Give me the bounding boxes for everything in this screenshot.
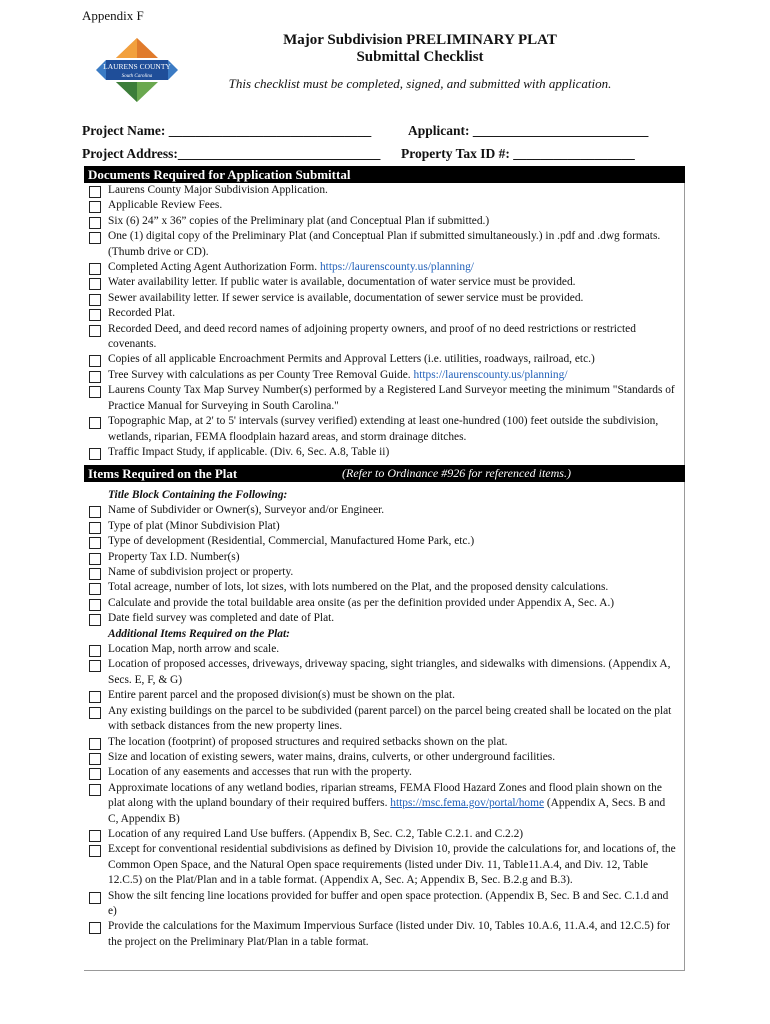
- item-text: Location Map, north arrow and scale.: [108, 643, 280, 656]
- checkbox[interactable]: [89, 537, 101, 549]
- checkbox[interactable]: [89, 614, 101, 626]
- item-text: Approximate locations of any wetland bodies, riparian streams, FEMA Flood Hazard Zones and flood plain shown on the plat along with the upland boundary of their required buffers.: [108, 781, 662, 810]
- document-item: [88, 352, 678, 367]
- item-text: Traffic Impact Study, if applicable. (Div. 6, Sec. A.8, Table ii): [108, 445, 390, 458]
- plat-items-list: [88, 488, 678, 950]
- document-item: [88, 275, 678, 290]
- document-item: [88, 198, 678, 213]
- checkbox[interactable]: [89, 830, 101, 842]
- checkbox[interactable]: [89, 660, 101, 672]
- applicant-field[interactable]: Applicant: __________________________: [408, 123, 649, 138]
- checkbox[interactable]: [89, 768, 101, 780]
- additional-item: [88, 750, 678, 765]
- title-block-item: [88, 534, 678, 549]
- checkbox[interactable]: [89, 186, 101, 198]
- project-name-field[interactable]: Project Name: ______________________________: [82, 123, 372, 138]
- document-item: [88, 414, 678, 445]
- title-block-item: [88, 550, 678, 565]
- frame-bottom: [84, 970, 685, 971]
- item-text: The location (footprint) of proposed structures and required setbacks shown on the plat.: [108, 735, 508, 748]
- checkbox[interactable]: [89, 753, 101, 765]
- instruction-text: This checklist must be completed, signed, and submitted with application.: [228, 76, 612, 91]
- item-text: Provide the calculations for the Maximum Impervious Surface (listed under Div. 10, Tables 10.A.6, 11.A.4, and 12.C.5) for the project on the Preliminary Plat/Plan in a table format.: [108, 920, 670, 948]
- additional-item: [88, 919, 678, 950]
- item-text: Type of development (Residential, Commercial, Manufactured Home Park, etc.): [108, 535, 475, 548]
- document-item: [88, 445, 678, 460]
- appendix-label: Appendix F: [82, 8, 144, 23]
- item-text: Tree Survey with calculations as per County Tree Removal Guide.: [108, 368, 411, 381]
- item-text: Calculate and provide the total buildable area onsite (as per the definition provided under Appendix A, Sec. A.): [108, 596, 615, 609]
- page-title: Major Subdivision PRELIMINARY PLAT: [283, 32, 557, 48]
- item-text: Size and location of existing sewers, water mains, drains, culverts, or other underground facilities.: [108, 750, 556, 763]
- item-link[interactable]: https://msc.fema.gov/portal/home: [390, 797, 545, 810]
- plat-heading: [84, 465, 685, 482]
- plat-heading-label: Items Required on the Plat: [88, 466, 238, 481]
- item-text: Water availability letter. If public water is available, documentation of water service must be provided.: [108, 276, 576, 289]
- checkbox[interactable]: [89, 784, 101, 796]
- title-block-item: [88, 580, 678, 595]
- additional-item: [88, 688, 678, 703]
- documents-heading-label: Documents Required for Application Submittal: [88, 167, 351, 182]
- item-text: Entire parent parcel and the proposed division(s) must be shown on the plat.: [108, 689, 456, 702]
- additional-item: [88, 657, 678, 688]
- document-item: [88, 214, 678, 229]
- additional-item: [88, 704, 678, 735]
- page-subtitle-title: Submittal Checklist: [356, 49, 484, 65]
- checkbox[interactable]: [89, 232, 101, 244]
- checkbox[interactable]: [89, 553, 101, 565]
- checkbox[interactable]: [89, 506, 101, 518]
- item-text: Except for conventional residential subdivisions as defined by Division 10, provide the calculations for, and locations of, the Common Open Space, and the Natural Open space requirements (listed under Div. 11, Table11.A.4, and Div. 12, Table 12.C.5) on the Plat/Plan and in a table format. (Appendix A, Sec. A; Appendix B, Sec. B.2.g and B.3).: [108, 843, 676, 887]
- documents-list: [88, 183, 678, 460]
- additional-item: [88, 642, 678, 657]
- document-item: [88, 291, 678, 306]
- item-text-continued: (Appendix A, Secs. B and C, Appendix B): [108, 797, 666, 825]
- ordinance-reference: (Refer to Ordinance #926 for referenced items.): [342, 466, 571, 480]
- item-text: One (1) digital copy of the Preliminary Plat (and Conceptual Plan if submitted simultaneously.) in .pdf and .dwg formats. (Thumb drive or CD).: [108, 230, 661, 258]
- checkbox[interactable]: [89, 645, 101, 657]
- logo-subtext: South Carolina: [121, 74, 153, 79]
- project-address-field[interactable]: Project Address:______________________________: [82, 146, 381, 161]
- checkbox[interactable]: [89, 201, 101, 213]
- frame-right: [684, 183, 685, 970]
- item-text: Recorded Plat.: [108, 307, 176, 320]
- checkbox[interactable]: [89, 417, 101, 429]
- item-text: Recorded Deed, and deed record names of adjoining property owners, and proof of no deed restrictions or restricted covenants.: [108, 322, 636, 351]
- additional-item: [88, 842, 678, 888]
- checkbox[interactable]: [89, 522, 101, 534]
- checkbox[interactable]: [89, 278, 101, 290]
- additional-item: [88, 781, 678, 827]
- item-text: Name of Subdivider or Owner(s), Surveyor and/or Engineer.: [108, 504, 385, 517]
- item-text: Total acreage, number of lots, lot sizes, with lots numbered on the Plat, and the proposed density calculations.: [108, 581, 609, 594]
- item-link[interactable]: https://laurenscounty.us/planning/: [413, 368, 568, 381]
- checkbox[interactable]: [89, 845, 101, 857]
- additional-item: [88, 765, 678, 780]
- title-block-item: [88, 565, 678, 580]
- checkbox[interactable]: [89, 892, 101, 904]
- checkbox[interactable]: [89, 217, 101, 229]
- document-item: [88, 322, 678, 353]
- item-text: Sewer availability letter. If sewer service is available, documentation of sewer service must be provided.: [108, 291, 584, 304]
- title-block-item: [88, 611, 678, 626]
- item-text: Location of any required Land Use buffers. (Appendix B, Sec. C.2, Table C.2.1. and C.2.2): [108, 827, 524, 840]
- document-item: [88, 183, 678, 198]
- item-text: Topographic Map, at 2' to 5' intervals (survey verified) extending at least one-hundred (100) feet outside the subdivision, wetlands, riparian, FEMA floodplain hazard areas, and storm drainage ditches.: [108, 415, 659, 443]
- title-block-item: [88, 519, 678, 534]
- checkbox[interactable]: [89, 371, 101, 383]
- item-text: Six (6) 24” x 36” copies of the Preliminary plat (and Conceptual Plan if submitted.): [108, 214, 490, 227]
- item-text: Copies of all applicable Encroachment Permits and Approval Letters (i.e. utilities, roadways, railroad, etc.): [108, 353, 595, 366]
- item-text: Laurens County Tax Map Survey Number(s) performed by a Registered Land Surveyor meeting the minimum "Standards of Practice Manual for Surveying in South Carolina.": [108, 384, 675, 412]
- checkbox[interactable]: [89, 691, 101, 703]
- checkbox[interactable]: [89, 294, 101, 306]
- checkbox[interactable]: [89, 448, 101, 460]
- checkbox[interactable]: [89, 599, 101, 611]
- laurens-county-logo: [96, 38, 178, 102]
- checkbox[interactable]: [89, 922, 101, 934]
- item-text: Show the silt fencing line locations provided for buffer and open space protection. (Appendix B, Sec. B and Sec. C.1.d and e): [108, 889, 669, 917]
- checkbox[interactable]: [89, 568, 101, 580]
- checkbox[interactable]: [89, 583, 101, 595]
- item-text: Name of subdivision project or property.: [108, 566, 294, 579]
- item-text: Type of plat (Minor Subdivision Plat): [108, 519, 280, 532]
- checkbox[interactable]: [89, 263, 101, 275]
- title-block-label: Title Block Containing the Following:: [108, 489, 288, 501]
- document-item: [88, 368, 678, 383]
- checkbox[interactable]: [89, 707, 101, 719]
- document-item: [88, 306, 678, 321]
- item-text: Date field survey was completed and date of Plat.: [108, 612, 335, 625]
- additional-item: [88, 735, 678, 750]
- item-text: Applicable Review Fees.: [108, 199, 223, 212]
- document-item: [88, 229, 678, 260]
- checkbox[interactable]: [89, 325, 101, 337]
- item-text: Location of proposed accesses, driveways, driveway spacing, sight triangles, and sidewalks with dimensions. (Appendix A, Secs. E, F, & G): [108, 658, 671, 686]
- item-text: Location of any easements and accesses that run with the property.: [108, 766, 412, 779]
- documents-heading: [84, 166, 685, 183]
- title-block-item: [88, 503, 678, 518]
- document-item: [88, 260, 678, 275]
- checkbox[interactable]: [89, 309, 101, 321]
- item-text: Completed Acting Agent Authorization Form.: [108, 261, 318, 274]
- additional-item: [88, 889, 678, 920]
- document-item: [88, 383, 678, 414]
- checkbox[interactable]: [89, 355, 101, 367]
- item-text: Laurens County Major Subdivision Application.: [108, 184, 328, 196]
- tax-id-field[interactable]: Property Tax ID #: __________________: [401, 146, 635, 161]
- checkbox[interactable]: [89, 738, 101, 750]
- item-text: Any existing buildings on the parcel to be subdivided (parent parcel) on the parcel being created shall be located on the plat with setback distances from the new property lines.: [108, 704, 672, 733]
- logo-text: LAURENS COUNTY: [103, 62, 171, 71]
- item-link[interactable]: https://laurenscounty.us/planning/: [319, 261, 474, 274]
- checkbox[interactable]: [89, 386, 101, 398]
- title-block-item: [88, 596, 678, 611]
- additional-items-label: Additional Items Required on the Plat:: [108, 627, 290, 640]
- item-text: Property Tax I.D. Number(s): [108, 550, 240, 563]
- additional-item: [88, 827, 678, 842]
